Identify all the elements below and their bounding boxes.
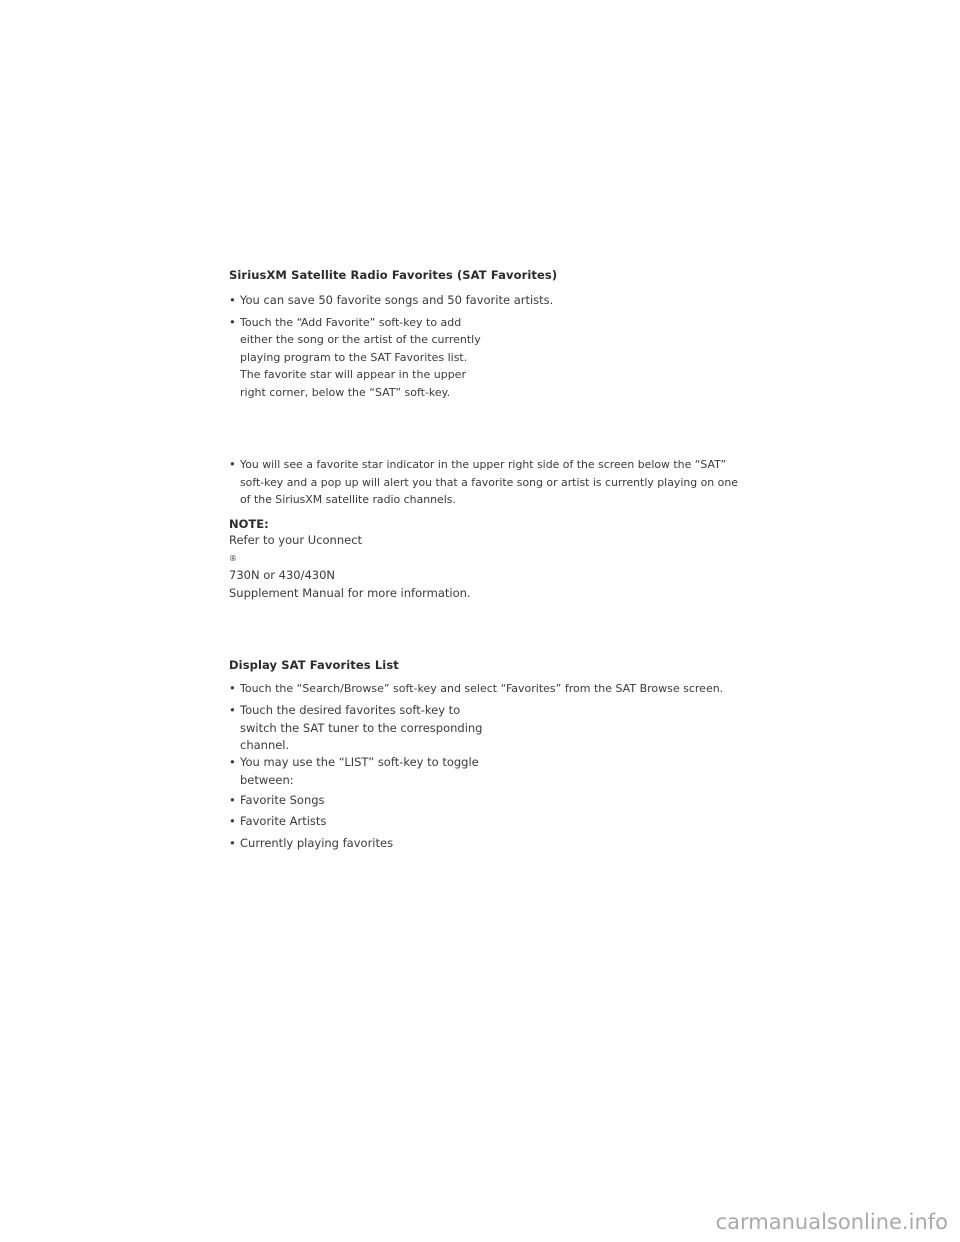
- registered-mark: ®: [229, 553, 237, 563]
- bullet-text: You can save 50 favorite songs and 50 favorite artists.: [240, 293, 554, 307]
- list-item-text: Favorite Artists: [240, 814, 327, 828]
- bullet-text-line: of the SiriusXM satellite radio channels.: [240, 493, 456, 507]
- bullet-text-line: You may use the “LIST” soft-key to toggle: [240, 755, 479, 769]
- bullet-text-line: Touch the desired favorites soft-key to: [240, 703, 461, 717]
- bullet-text-line: switch the SAT tuner to the corresponding: [240, 720, 483, 735]
- bullet-dot: •: [229, 703, 236, 717]
- bullet-item: [229, 314, 481, 401]
- bullet-dot: •: [229, 681, 236, 695]
- bullet-text-line: channel.: [240, 738, 290, 753]
- bullet-text-line: right corner, below the “SAT” soft-key.: [240, 385, 451, 399]
- bullet-dot: •: [229, 457, 236, 471]
- list-item: [229, 813, 529, 831]
- bullet-text-line: between:: [240, 772, 294, 787]
- bullet-item: [229, 702, 483, 755]
- bullet-item: [229, 754, 479, 789]
- note-body: [229, 532, 471, 602]
- bullet-text-line: either the song or the artist of the currently: [240, 333, 481, 347]
- bullet-item: [229, 456, 738, 509]
- bullet-dot: •: [229, 315, 236, 329]
- list-item-text: Favorite Songs: [240, 793, 325, 807]
- bullet-text-line: playing program to the SAT Favorites list.: [240, 350, 468, 364]
- bullet-dot: •: [229, 293, 236, 307]
- note-text: 730N or 430/430N: [229, 568, 336, 583]
- bullet-text-line: Touch the “Add Favorite” soft-key to add: [240, 316, 462, 329]
- section-heading-sat-favorites: SiriusXM Satellite Radio Favorites (SAT Favorites): [229, 268, 558, 282]
- bullet-dot: •: [229, 836, 236, 850]
- bullet-item: [229, 292, 729, 310]
- list-item: [229, 792, 529, 810]
- note-line: [229, 532, 471, 585]
- bullet-dot: •: [229, 814, 236, 828]
- list-item: [229, 835, 529, 853]
- note-label: NOTE:: [229, 517, 269, 531]
- note-line: Supplement Manual for more information.: [229, 585, 471, 600]
- bullet-text-line: You will see a favorite star indicator in the upper right side of the screen below the “SAT”: [240, 458, 727, 471]
- bullet-dot: •: [229, 755, 236, 769]
- watermark: carmanualsonline.info: [715, 1210, 948, 1234]
- section-heading-display-favorites: Display SAT Favorites List: [229, 658, 399, 672]
- bullet-text-line: The favorite star will appear in the upper: [240, 368, 466, 382]
- bullet-dot: •: [229, 793, 236, 807]
- bullet-text-line: soft-key and a pop up will alert you that a favorite song or artist is currently playing on one: [240, 475, 738, 489]
- list-item-text: Currently playing favorites: [240, 836, 394, 850]
- note-text: Refer to your Uconnect: [229, 533, 363, 547]
- bullet-text: Touch the “Search/Browse” soft-key and select “Favorites” from the SAT Browse screen.: [240, 682, 724, 695]
- bullet-item: [229, 680, 729, 698]
